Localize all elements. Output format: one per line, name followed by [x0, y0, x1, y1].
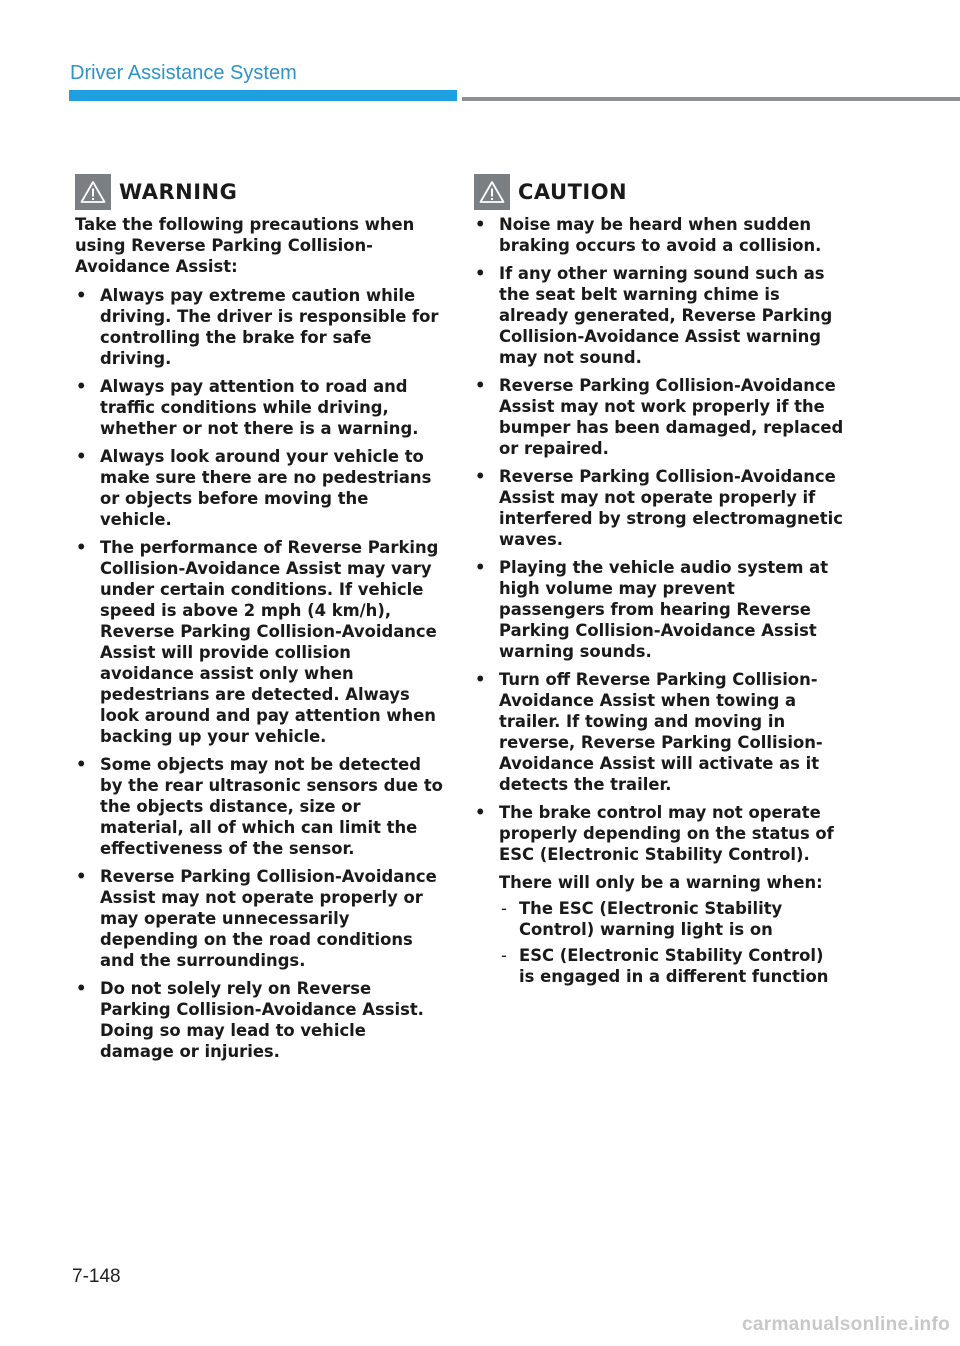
list-item: • Some objects may not be detected by the rear ultrasonic sensors due to the objects distance, size or material, all of which can limit the effectiveness of the sensor. — [75, 754, 445, 859]
caution-triangle-icon — [474, 174, 510, 210]
sub-list-item: - The ESC (Electronic Stability Control) warning light is on — [499, 898, 844, 940]
caution-box — [474, 172, 844, 994]
list-item-text: The brake control may not operate properly depending on the status of ESC (Electronic Stability Control). — [499, 803, 834, 864]
sub-list-item: - ESC (Electronic Stability Control) is engaged in a different function — [499, 945, 844, 987]
list-item: • Reverse Parking Collision-Avoidance Assist may not operate properly if interfered by strong electromagnetic waves. — [474, 466, 844, 550]
list-item: • Always pay attention to road and traffic conditions while driving, whether or not there is a warning. — [75, 376, 445, 439]
list-item: • Turn off Reverse Parking Collision-Avoidance Assist when towing a trailer. If towing and moving in reverse, Reverse Parking Collision-Avoidance Assist will activate as it detects the trailer. — [474, 669, 844, 795]
caution-list — [474, 214, 844, 987]
header-gray-rule — [462, 97, 960, 101]
section-title: Driver Assistance System — [70, 62, 297, 84]
warning-list — [75, 285, 445, 1062]
header-accent-rule — [69, 90, 457, 101]
caution-note: There will only be a warning when: — [499, 873, 823, 892]
caution-heading — [474, 172, 844, 212]
list-item: • The performance of Reverse Parking Collision-Avoidance Assist may vary under certain conditions. If vehicle speed is above 2 mph (4 km/h), Reverse Parking Collision-Avoidance Assist will provide collision avoidance assist only when pedestrians are detected. Always look around and pay attention when backing up your vehicle. — [75, 537, 445, 747]
list-item: • Always pay extreme caution while driving. The driver is responsible for controlling the brake for safe driving. — [75, 285, 445, 369]
watermark: carmanualsonline.info — [742, 1314, 950, 1335]
warning-box — [75, 172, 445, 1069]
list-item: • Reverse Parking Collision-Avoidance Assist may not operate properly or may operate unnecessarily depending on the road conditions and the surroundings. — [75, 866, 445, 971]
list-item: • Do not solely rely on Reverse Parking Collision-Avoidance Assist. Doing so may lead to vehicle damage or injuries. — [75, 978, 445, 1062]
page-number: 7-148 — [72, 1266, 121, 1287]
list-item: • Noise may be heard when sudden braking occurs to avoid a collision. — [474, 214, 844, 256]
list-item: • If any other warning sound such as the seat belt warning chime is already generated, Reverse Parking Collision-Avoidance Assist warning may not sound. — [474, 263, 844, 368]
list-item: • Reverse Parking Collision-Avoidance Assist may not work properly if the bumper has been damaged, replaced or repaired. — [474, 375, 844, 459]
warning-title: WARNING — [119, 180, 238, 204]
caution-sub-list — [499, 898, 844, 987]
list-item: • Always look around your vehicle to make sure there are no pedestrians or objects before moving the vehicle. — [75, 446, 445, 530]
list-item-esc — [474, 802, 844, 987]
list-item: • Playing the vehicle audio system at high volume may prevent passengers from hearing Reverse Parking Collision-Avoidance Assist warning sounds. — [474, 557, 844, 662]
warning-heading — [75, 172, 445, 212]
warning-triangle-icon — [75, 174, 111, 210]
caution-title: CAUTION — [518, 180, 628, 204]
warning-intro: Take the following precautions when using Reverse Parking Collision-Avoidance Assist: — [75, 215, 415, 276]
